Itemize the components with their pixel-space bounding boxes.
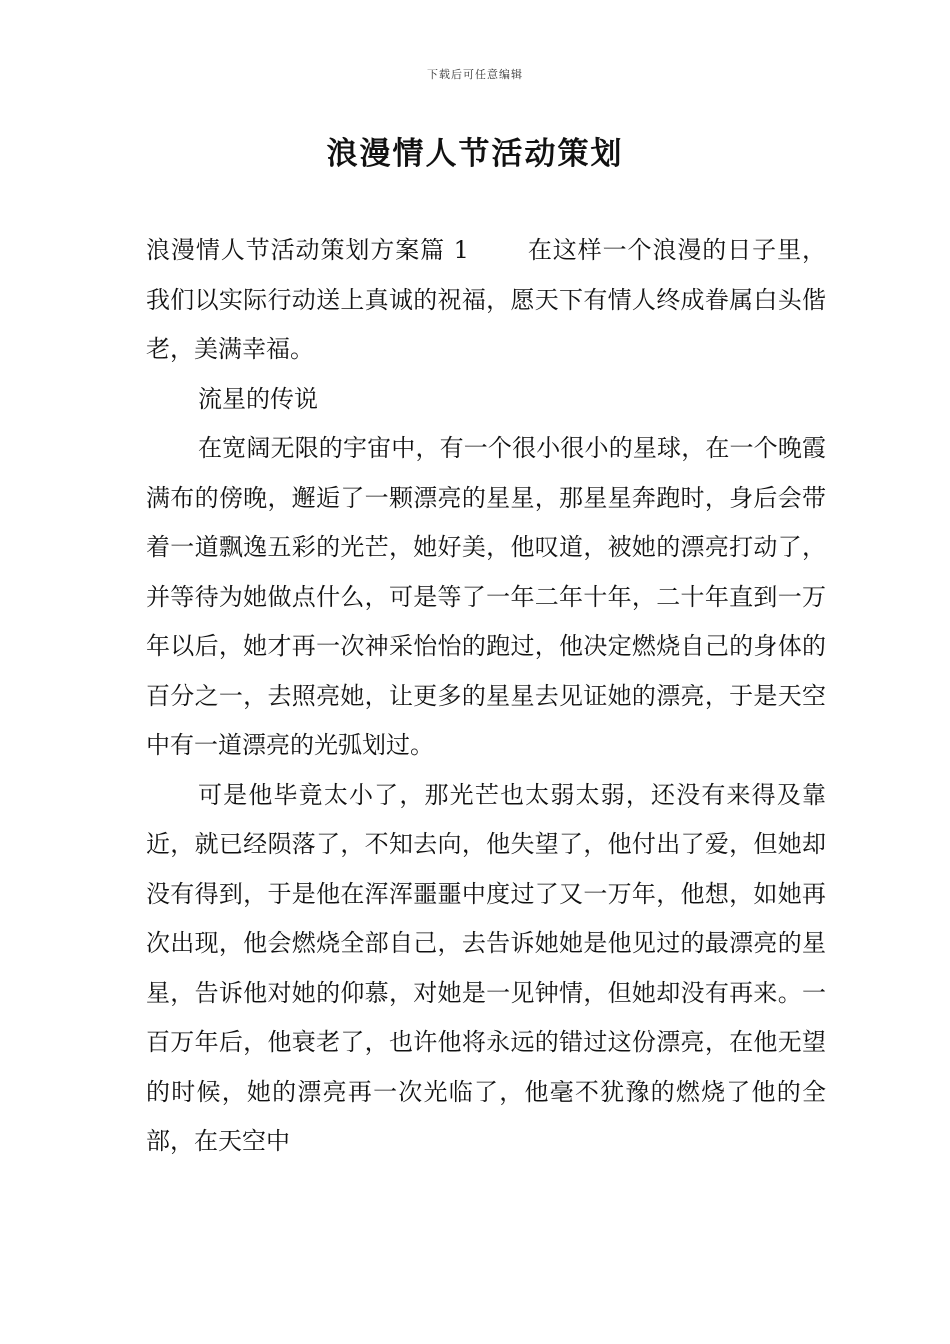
section-subheading: 流星的传说	[198, 384, 318, 413]
body-paragraph-1: 在宽阔无限的宇宙中，有一个很小很小的星球，在一个晚霞满布的傍晚，邂逅了一颗漂亮的星星，那星星奔跑时，身后会带着一道飘逸五彩的光芒，她好美，他叹道，被她的漂亮打动了，并等待为她做点什么，可是等了一年二年十年，二十年直到一万年以后，她才再一次神采怡怡的跑过，他决定燃烧自己的身体的百分之一，去照亮她，让更多的星星去见证她的漂亮，于是天空中有一道漂亮的光弧划过。	[146, 434, 826, 759]
intro-heading: 浪漫情人节活动策划方案篇 1	[146, 236, 469, 264]
intro-text: 在这样一个浪漫的日子里，我们以实际行动送上真诚的祝福，愿天下有情人终成眷属白头偕老，美满幸福。	[146, 236, 826, 363]
intro-paragraph	[146, 226, 826, 375]
document-title: 浪漫情人节活动策划	[326, 136, 624, 172]
body-paragraph-2: 可是他毕竟太小了，那光芒也太弱太弱，还没有来得及靠近，就已经陨落了，不知去向，他失望了，他付出了爱，但她却没有得到，于是他在浑浑噩噩中度过了又一万年，他想，如她再次出现，他会燃烧全部自己，去告诉她她是他见过的最漂亮的星星，告诉他对她的仰慕，对她是一见钟情，但她却没有再来。一百万年后，他衰老了，也许他将永远的错过这份漂亮，在他无望的时候，她的漂亮再一次光临了，他毫不犹豫的燃烧了他的全部，在天空中	[146, 780, 826, 1155]
document-body	[146, 226, 826, 1167]
page-header-note: 下载后可任意编辑	[427, 68, 523, 81]
